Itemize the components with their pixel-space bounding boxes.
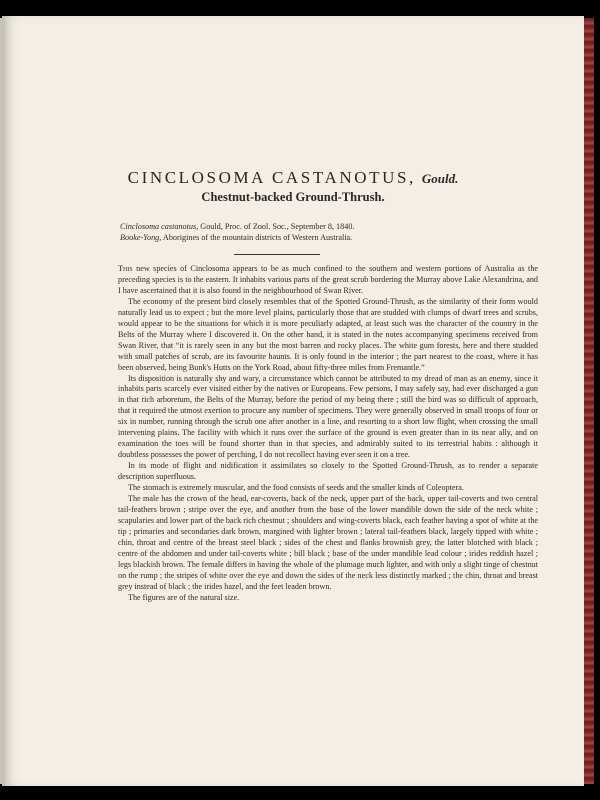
paragraph: The male has the crown of the head, ear-coverts, back of the neck, upper part of the back, upper tail-coverts and two central tail-feathers brown ; stripe over the eye, and another from the base of the lower mandible down the side of the neck white ; scapularies and lower part of the back rich chestnut ; shoulders and wing-coverts black, each feather having a spot of white at the tip ; primaries and secondaries dark brown, margined with lighter brown ; lateral tail-feathers black, largely tipped with white ; chin, throat and centre of the breast steel black ; sides of the chest and flanks brownish grey, the latter blotched with black ; centre of the abdomen and under tail-coverts white ; bill black ; base of the under mandible lead colour ; irides reddish hazel ; legs blackish brown. The female differs in having the whole of the plumage much lighter, and with only a slight tinge of chestnut on the rump ; the stripes of white over the eye and down the sides of the neck less distinctly marked ; the chin, throat and breast grey instead of black ; the irides hazel, and the feet leaden brown. [118,494,538,591]
common-name: Chestnut-backed Ground-Thrush. [201,190,385,204]
species-author: Gould. [421,171,459,186]
paragraph: In its mode of flight and nidification it assimilates so closely to the Spotted Ground-Thrush, as to render a separate description superfluous. [118,461,538,482]
synonyms-block [120,221,520,243]
synonym-line: Booke-Yong, Aborigines of the mountain districts of Western Australia. [120,233,353,242]
paragraph: The economy of the present bird closely resembles that of the Spotted Ground-Thrush, as the similarity of their form would naturally lead us to expect ; but the more level plains, particularly those that are studded with clumps of dwarf trees and scrubs, would appear to be the situations for which it is more peculiarly adapted, at least such was the character of the country in the Belts of the Murray where I discovered it. On the other hand, it is stated in the notes accompanying specimens received from Swan River, that “it is rarely seen in any but the most barren and rocky places. The white gum forests, here and there studded with small patches of scrub, are its favourite haunts. It is only found in the interior ; the part nearest to the coast, where it has been observed, being Bunk's Hutts on the York Road, about fifty-three miles from Fremantle.” [118,296,538,372]
paragraph: The stomach is extremely muscular, and the food consists of seeds and the smaller kinds of Coleoptera. [128,483,464,493]
divider-rule [234,254,320,255]
synonym-line: Cinclosoma castanotus, Gould, Proc. of Zool. Soc., September 8, 1840. [120,222,355,231]
paragraph: Its disposition is naturally shy and wary, a circumstance which cannot be attributed to my dread of man as an enemy, since it inhabits parts scarcely ever visited either by the natives or Europeans. Few persons, I may safely say, had ever discharged a gun in that rich arboretum, the Belts of the Murray, before the period of my being there ; still the bird was so difficult of approach, that it required the utmost exertion to procure any number of specimens. They were generally observed in small troops of four or six in number, running through the scrub one after another in a line, and resorting to a short low flight, when crossing the small intervening plains. The facility with which it runs over the surface of the ground is even greater than in its near ally, and on examination the toes will be found shorter than in that species, and admirably suited to its terrestrial habits : although it doubtless possesses the power of perching, I do not recollect having ever seen it on a tree. [118,373,538,460]
book-spine-edge [584,18,594,784]
species-name: CINCLOSOMA CASTANOTUS, [127,168,416,187]
paragraph: This new species of Cinclosoma appears to be as much confined to the southern and western portions of Australia as the preceding species is to the eastern. It inhabits various parts of the great scrub bordering the Murray above Lake Alexandrina, and I have ascertained that it is also found in the neighbourhood of Swan River. [118,264,538,295]
paragraph: The figures are of the natural size. [128,592,240,602]
body-text [118,264,538,604]
page-title [2,168,584,188]
book-page [2,16,584,786]
